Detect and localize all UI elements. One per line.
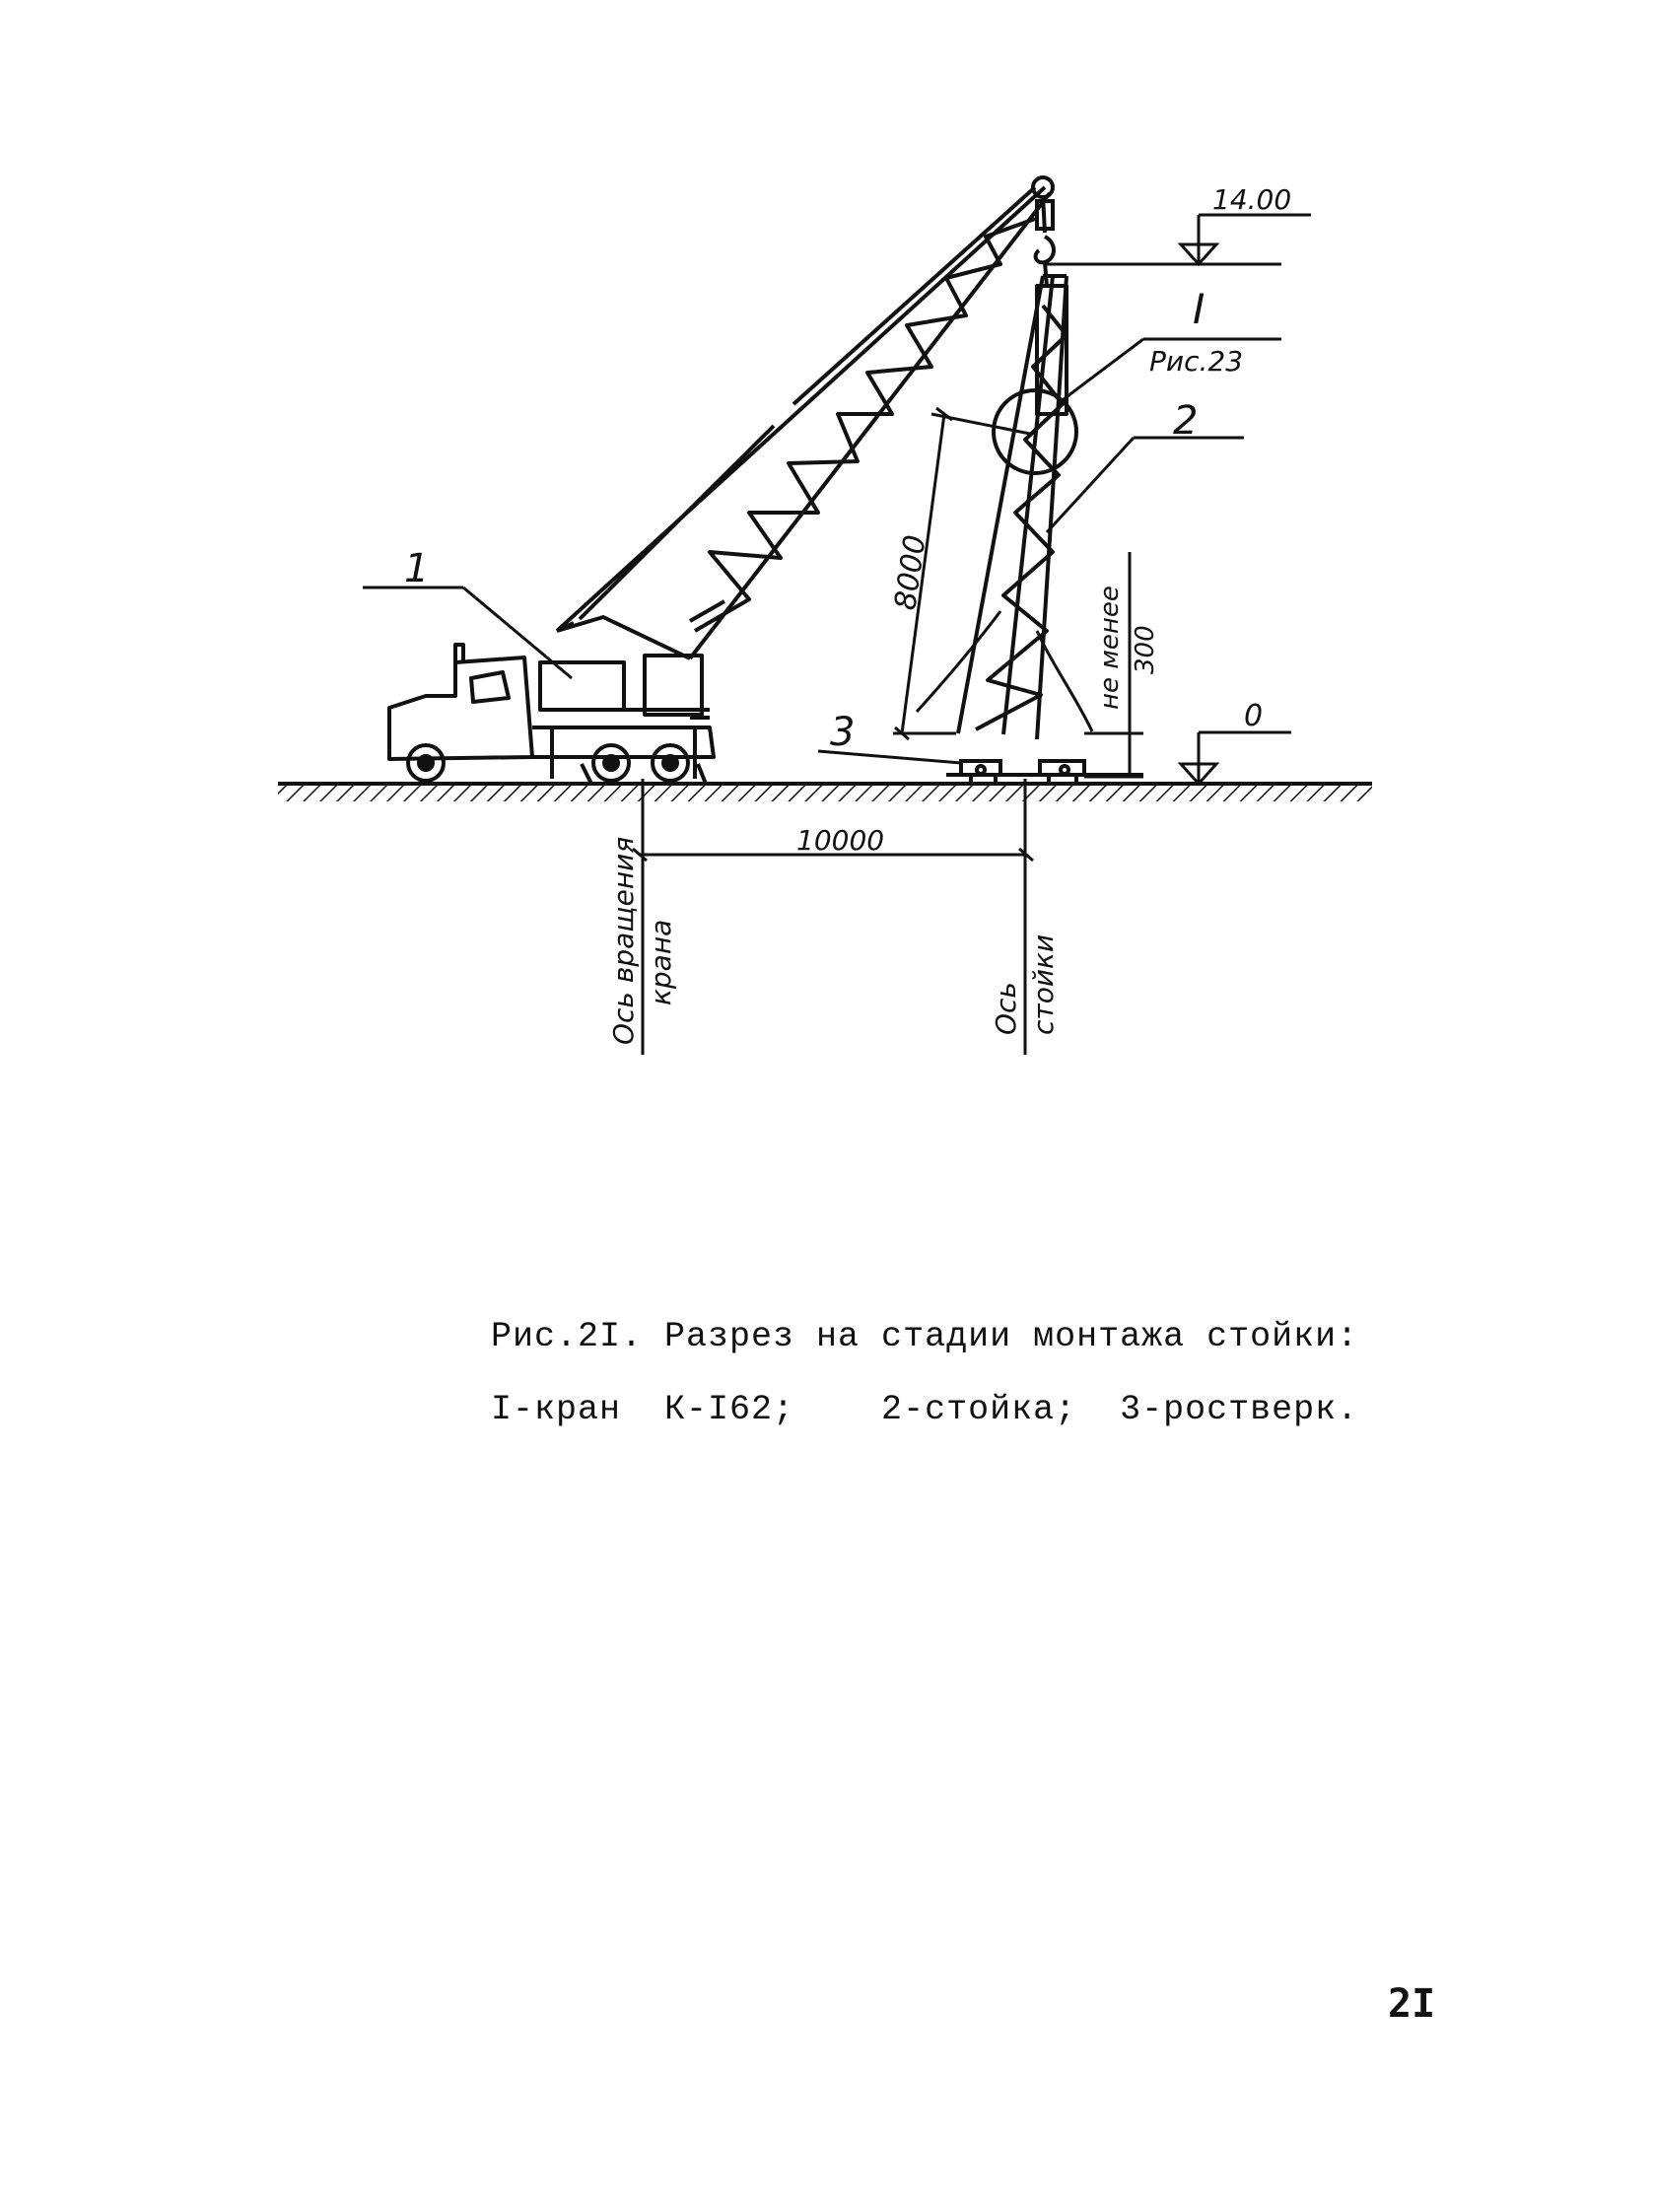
label-detail-callout: I [1193, 285, 1205, 333]
label-dim-clearance-1: не менее [1095, 586, 1125, 710]
elevation-mark-top [1181, 215, 1311, 264]
label-axis-column-1: Ось [990, 982, 1022, 1035]
label-detail-ref: Рис.23 [1149, 345, 1244, 378]
label-elevation-ground: 0 [1244, 699, 1264, 733]
label-axis-crane-1: Ось вращения [607, 836, 640, 1045]
callout-leaders [363, 264, 1281, 763]
pile-cap [946, 761, 1143, 784]
label-pile-cap-number: 3 [830, 710, 856, 755]
label-dim-clearance-2: 300 [1131, 625, 1160, 674]
column-lattice [958, 276, 1067, 739]
truck-wheels [408, 745, 706, 784]
label-axis-column-2: стойки [1027, 933, 1060, 1035]
hook-block [1033, 177, 1054, 286]
ground [278, 784, 1372, 801]
elevation-mark-ground [1181, 732, 1291, 784]
label-column-number: 2 [1173, 398, 1199, 444]
label-dim-8000: 8000 [888, 532, 933, 613]
figure-caption-legend: I-кран К-I62; 2-стойка; 3-ростверк. [491, 1390, 1359, 1429]
label-crane-number: 1 [404, 546, 430, 591]
label-axis-crane-2: крана [645, 919, 677, 1005]
label-dim-10000: 10000 [796, 824, 885, 857]
figure-caption-title: Рис.2I. Разрез на стадии монтажа стойки: [491, 1317, 1359, 1356]
page-number: 2I [1388, 1981, 1436, 2027]
label-elevation-top: 14.00 [1212, 183, 1292, 216]
